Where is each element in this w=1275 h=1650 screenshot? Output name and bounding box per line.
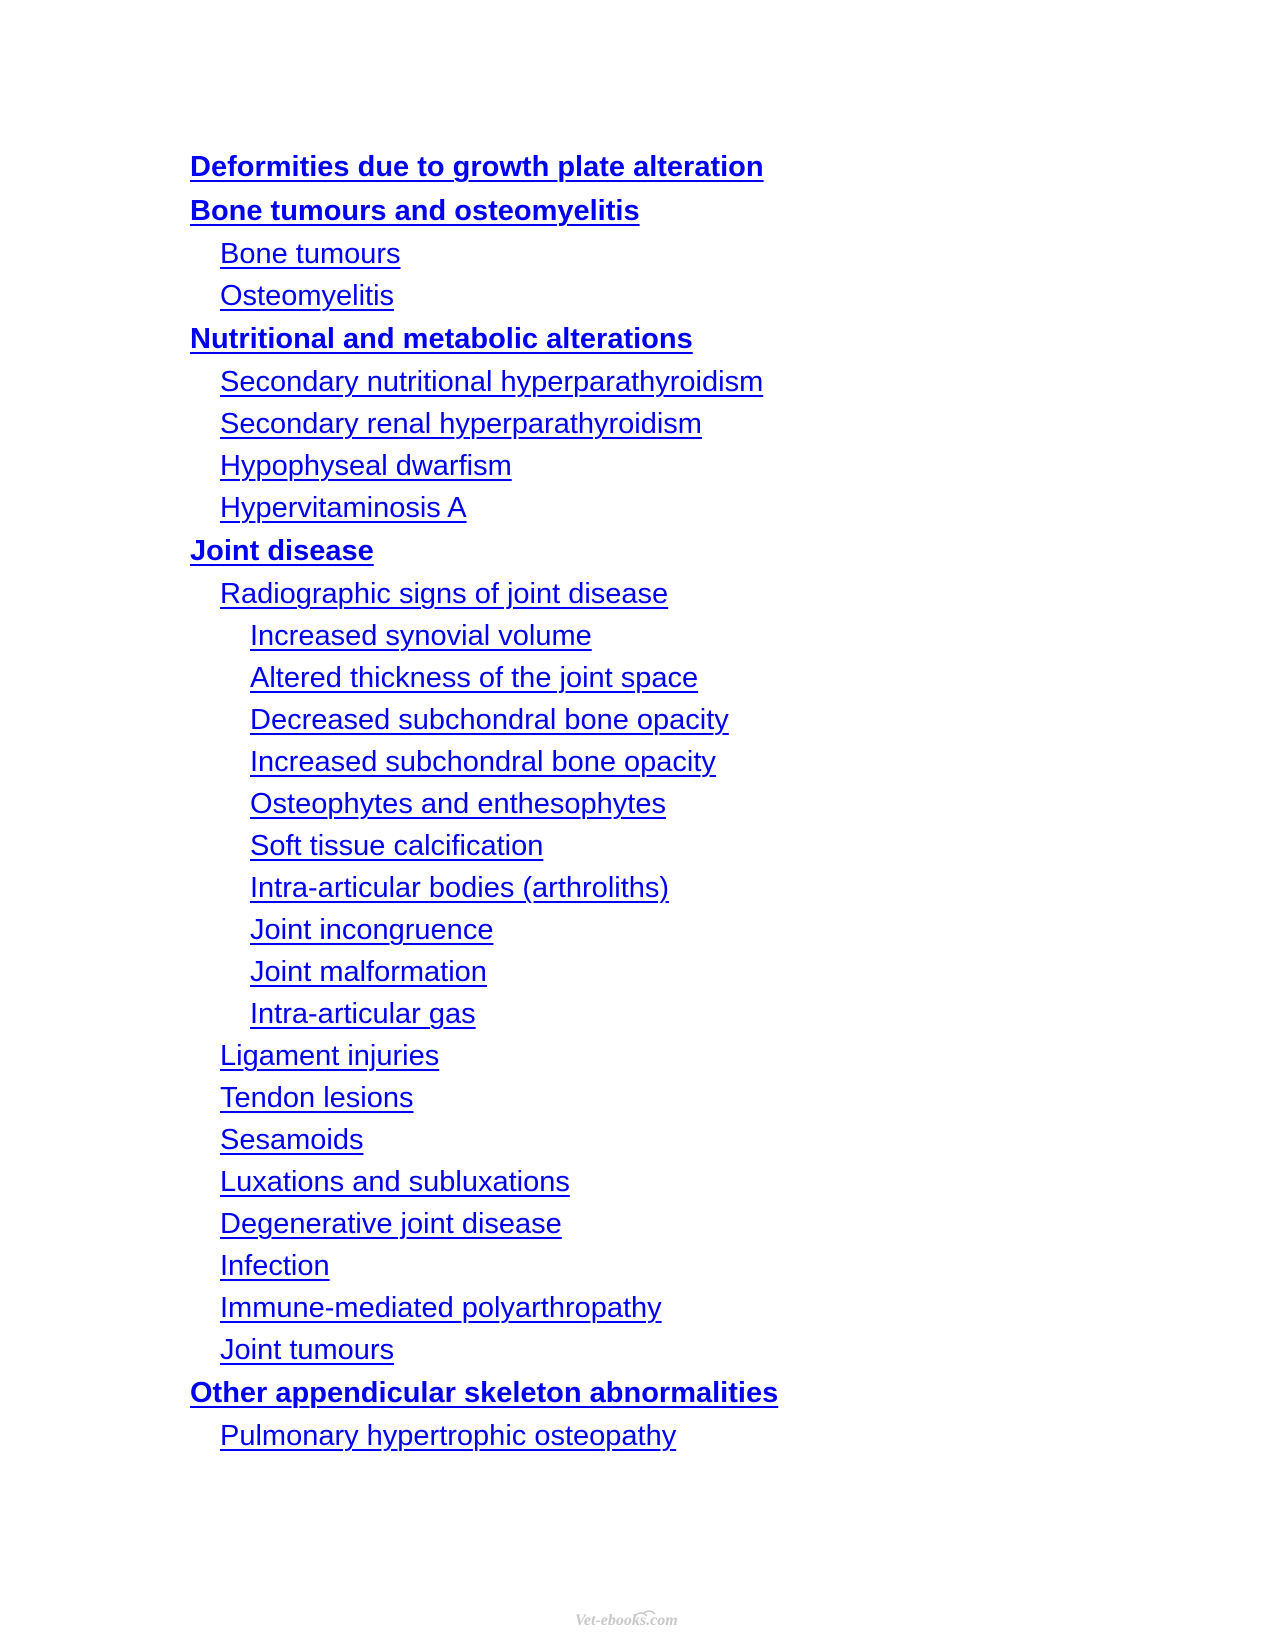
- toc-subsection-link[interactable]: Osteomyelitis: [220, 280, 395, 312]
- toc-subsubsection-link[interactable]: Altered thickness of the joint space: [250, 662, 699, 694]
- toc-subsubsection-link[interactable]: Increased subchondral bone opacity: [250, 746, 716, 778]
- toc-subsubsection-link[interactable]: Soft tissue calcification: [250, 830, 544, 862]
- toc-section-link[interactable]: Deformities due to growth plate alteration: [190, 151, 764, 183]
- toc-subsubsection-link[interactable]: Decreased subchondral bone opacity: [250, 704, 729, 736]
- toc-subsection-link[interactable]: Radiographic signs of joint disease: [220, 578, 669, 610]
- watermark-logo-text: Vet-ebooks.com: [574, 1612, 678, 1629]
- toc-section-link[interactable]: Nutritional and metabolic alterations: [190, 323, 693, 355]
- toc-subsubsection-link[interactable]: Osteophytes and enthesophytes: [250, 788, 666, 820]
- toc-subsection-link[interactable]: Hypophyseal dwarfism: [220, 450, 512, 482]
- toc-subsection-link[interactable]: Infection: [220, 1250, 330, 1282]
- toc-subsection-link[interactable]: Luxations and subluxations: [220, 1166, 570, 1198]
- toc-subsection-link[interactable]: Pulmonary hypertrophic osteopathy: [220, 1420, 677, 1452]
- toc-section-link[interactable]: Bone tumours and osteomyelitis: [190, 195, 640, 227]
- toc-subsection-link[interactable]: Joint tumours: [220, 1334, 395, 1366]
- toc-subsection-link[interactable]: Degenerative joint disease: [220, 1208, 562, 1240]
- toc-subsection-link[interactable]: Secondary nutritional hyperparathyroidism: [220, 366, 764, 398]
- toc-subsection-link[interactable]: Tendon lesions: [220, 1082, 414, 1114]
- watermark-logo-icon: [573, 1608, 703, 1632]
- toc-subsubsection-link[interactable]: Joint incongruence: [250, 914, 494, 946]
- toc-subsubsection-link[interactable]: Intra-articular gas: [250, 998, 476, 1030]
- toc-subsection-link[interactable]: Hypervitaminosis A: [220, 492, 467, 524]
- toc-section-link[interactable]: Other appendicular skeleton abnormalities: [190, 1377, 779, 1409]
- toc-subsubsection-link[interactable]: Joint malformation: [250, 956, 487, 988]
- toc-subsubsection-link[interactable]: Intra-articular bodies (arthroliths): [250, 872, 670, 904]
- toc-subsection-link[interactable]: Secondary renal hyperparathyroidism: [220, 408, 702, 440]
- table-of-contents: [190, 145, 1090, 1457]
- toc-subsection-link[interactable]: Immune-mediated polyarthropathy: [220, 1292, 662, 1324]
- toc-subsubsection-link[interactable]: Increased synovial volume: [250, 620, 592, 652]
- footer-watermark: [0, 1608, 1275, 1637]
- toc-subsection-link[interactable]: Bone tumours: [220, 238, 401, 270]
- toc-subsection-link[interactable]: Ligament injuries: [220, 1040, 440, 1072]
- toc-subsection-link[interactable]: Sesamoids: [220, 1124, 364, 1156]
- toc-section-link[interactable]: Joint disease: [190, 535, 374, 567]
